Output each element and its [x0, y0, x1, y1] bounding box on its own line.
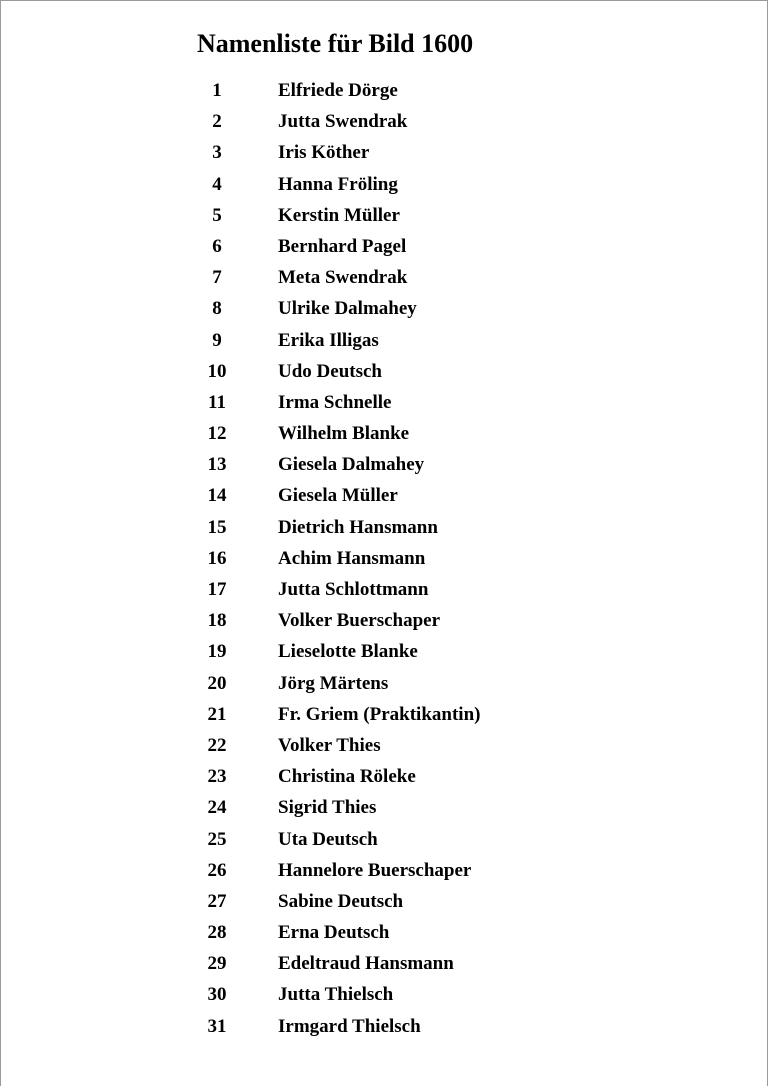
list-item-name: Volker Thies	[278, 734, 381, 756]
list-item-name: Christina Röleke	[278, 766, 416, 788]
list-item-name: Jörg Märtens	[278, 672, 389, 694]
list-item	[1, 730, 768, 761]
list-item-number: 25	[207, 828, 227, 850]
list-item-number: 26	[207, 859, 227, 881]
list-item	[1, 979, 768, 1010]
list-item-number: 18	[207, 610, 227, 632]
list-item-number: 3	[212, 142, 222, 164]
list-item	[1, 231, 768, 262]
list-item	[1, 356, 768, 387]
list-item-number: 23	[207, 766, 227, 788]
list-item	[1, 75, 768, 106]
list-item	[1, 886, 768, 917]
list-item	[1, 293, 768, 324]
list-item	[1, 668, 768, 699]
list-item	[1, 917, 768, 948]
list-item-number: 24	[207, 797, 227, 819]
name-list	[1, 75, 768, 1042]
list-item-name: Udo Deutsch	[278, 360, 382, 382]
list-item	[1, 1011, 768, 1042]
list-item	[1, 449, 768, 480]
list-item-name: Wilhelm Blanke	[278, 423, 410, 445]
list-item	[1, 512, 768, 543]
list-item-name: Erika Illigas	[278, 329, 379, 351]
list-item-name: Fr. Griem (Praktikantin)	[278, 703, 481, 725]
page-title: Namenliste für Bild 1600	[197, 29, 474, 58]
list-item	[1, 792, 768, 823]
list-item	[1, 761, 768, 792]
list-item	[1, 855, 768, 886]
list-item	[1, 948, 768, 979]
list-item-number: 31	[207, 1015, 227, 1037]
list-item	[1, 605, 768, 636]
list-item-name: Iris Köther	[278, 142, 370, 164]
list-item	[1, 543, 768, 574]
list-item-name: Jutta Swendrak	[278, 111, 408, 133]
list-item-name: Jutta Thielsch	[278, 984, 394, 1006]
list-item-name: Sigrid Thies	[278, 797, 377, 819]
list-item	[1, 418, 768, 449]
list-item-number: 30	[207, 984, 227, 1006]
list-item-name: Ulrike Dalmahey	[278, 298, 417, 320]
list-item-name: Irma Schnelle	[278, 391, 392, 413]
list-item-number: 6	[212, 235, 222, 257]
list-item	[1, 106, 768, 137]
list-item-name: Uta Deutsch	[278, 828, 378, 850]
list-item-number: 17	[207, 579, 227, 600]
list-item-name: Giesela Dalmahey	[278, 454, 425, 476]
list-item	[1, 262, 768, 293]
list-item-number: 12	[207, 423, 227, 445]
list-item	[1, 325, 768, 356]
list-item-number: 4	[212, 173, 222, 195]
list-item	[1, 387, 768, 418]
list-item-number: 29	[207, 953, 227, 975]
list-item-number: 11	[208, 391, 226, 413]
list-item-number: 13	[207, 454, 227, 476]
list-item-name: Edeltraud Hansmann	[278, 953, 454, 975]
list-item	[1, 636, 768, 667]
list-item	[1, 169, 768, 200]
list-item-number: 9	[212, 329, 222, 351]
list-item-name: Achim Hansmann	[278, 547, 426, 569]
list-item-number: 15	[207, 516, 227, 538]
list-item-number: 14	[207, 485, 227, 507]
list-item-number: 21	[207, 703, 227, 725]
list-item	[1, 699, 768, 730]
list-item-name: Hanna Fröling	[278, 173, 398, 195]
list-item-name: Volker Buerschaper	[278, 610, 441, 632]
list-item	[1, 824, 768, 855]
list-item-name: Kerstin Müller	[278, 204, 400, 226]
list-item	[1, 200, 768, 231]
list-item-number: 10	[207, 360, 227, 382]
list-item-name: Hannelore Buerschaper	[278, 859, 472, 881]
list-item-name: Bernhard Pagel	[278, 235, 407, 257]
list-item-number: 8	[212, 298, 222, 320]
list-item-name: Lieselotte Blanke	[278, 641, 418, 663]
list-item-number: 16	[207, 547, 227, 569]
list-item-name: Jutta Schlottmann	[278, 579, 429, 600]
list-item-number: 27	[207, 890, 227, 912]
list-item-name: Erna Deutsch	[278, 922, 390, 944]
list-item-number: 7	[212, 267, 222, 289]
list-item-number: 1	[212, 80, 222, 101]
list-item-number: 2	[212, 111, 222, 133]
list-item	[1, 480, 768, 511]
list-item-number: 22	[207, 734, 227, 756]
list-item-name: Elfriede Dörge	[278, 80, 398, 101]
list-item-name: Dietrich Hansmann	[278, 516, 438, 538]
list-item-number: 19	[207, 641, 227, 663]
list-item-name: Giesela Müller	[278, 485, 398, 507]
list-item-number: 5	[212, 204, 222, 226]
list-item-number: 28	[207, 922, 227, 944]
list-item-number: 20	[207, 672, 227, 694]
list-item-name: Irmgard Thielsch	[278, 1015, 421, 1037]
list-item	[1, 574, 768, 605]
list-item	[1, 137, 768, 168]
list-item-name: Sabine Deutsch	[278, 890, 404, 912]
list-item-name: Meta Swendrak	[278, 267, 408, 289]
